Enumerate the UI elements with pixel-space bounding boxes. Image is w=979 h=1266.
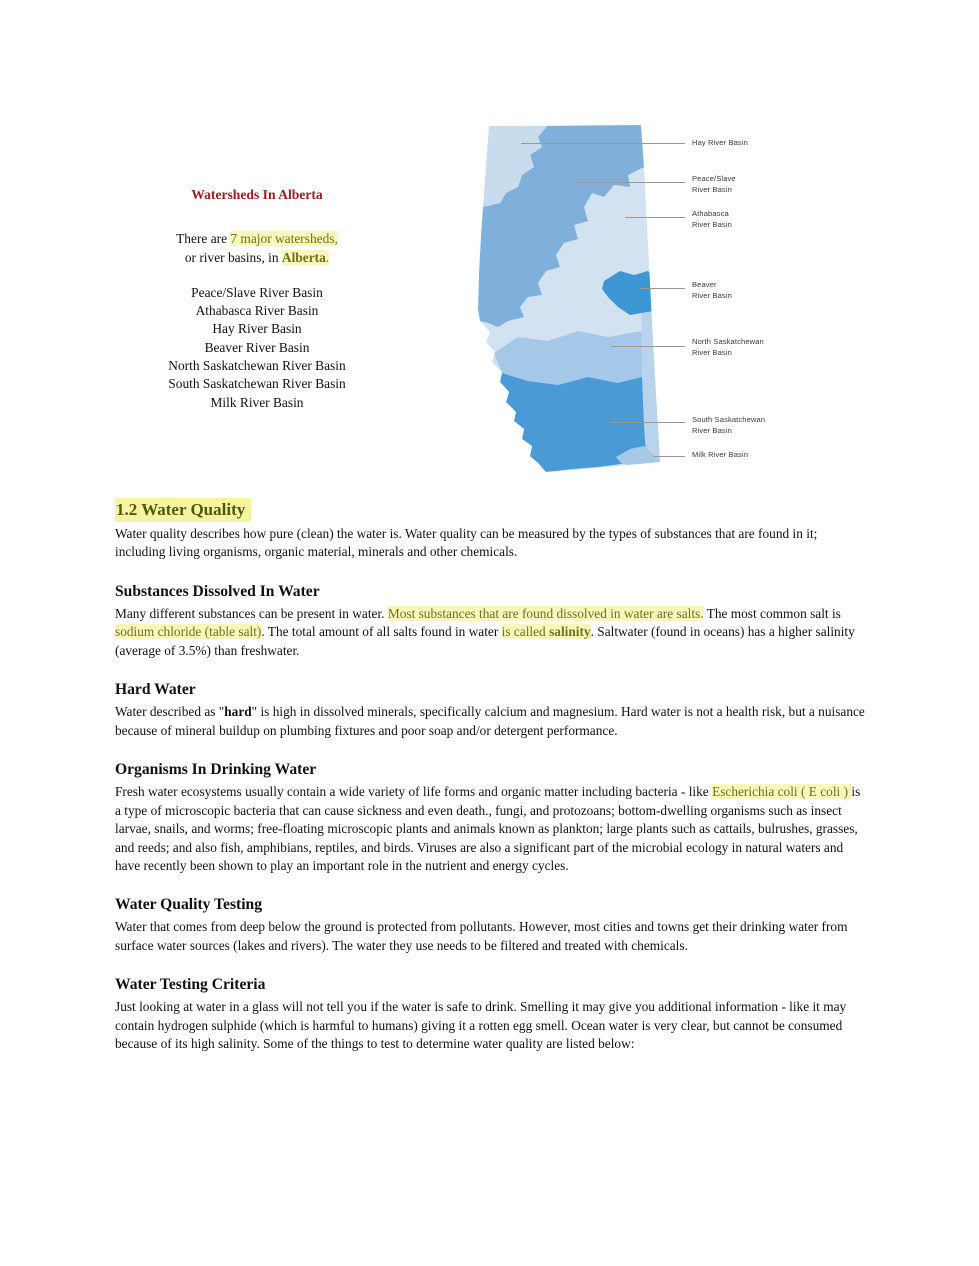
- leader-line: [575, 182, 685, 183]
- leader-line: [611, 422, 685, 423]
- text-segment: 7 major watersheds,: [230, 231, 338, 247]
- text-segment: . Saltwater (found in oceans) has a higher salinity (average of 3.5%) than freshwater.: [115, 624, 855, 658]
- section-heading: Substances Dissolved In Water: [115, 582, 320, 600]
- text-segment: There are: [176, 231, 231, 247]
- basin-item: Milk River Basin: [210, 394, 304, 410]
- map-figure: [460, 120, 900, 475]
- section-heading: Water Quality Testing: [115, 896, 263, 914]
- basin-item: Athabasca River Basin: [195, 303, 319, 319]
- text-segment: . The total amount of all salts found in water: [261, 624, 502, 640]
- text-segment: Water described as ": [115, 704, 225, 720]
- text-segment: .: [325, 249, 330, 265]
- map-label: Peace/Slave River Basin: [692, 174, 736, 194]
- leader-line: [641, 288, 685, 289]
- map-region-north-saskatchewan-river-basin: [494, 331, 642, 385]
- basin-list: [114, 284, 400, 412]
- section-paragraph: [115, 918, 867, 955]
- basin-item: Beaver River Basin: [204, 339, 310, 355]
- text-segment: is called: [501, 624, 550, 640]
- leader-line: [653, 456, 685, 457]
- leader-line: [611, 346, 685, 347]
- section-heading: Hard Water: [115, 681, 196, 699]
- section-paragraph: [115, 525, 867, 562]
- basin-item: Peace/Slave River Basin: [191, 284, 323, 300]
- document-body: [115, 498, 867, 1054]
- document-section: [115, 895, 867, 955]
- text-segment: hard: [224, 704, 252, 720]
- document-section: [115, 975, 867, 1053]
- section-paragraph: [115, 605, 867, 660]
- map-label: Athabasca River Basin: [692, 209, 732, 229]
- section-paragraph: [115, 703, 867, 740]
- text-segment: Alberta: [281, 249, 326, 265]
- section-paragraph: [115, 998, 867, 1053]
- document-section: [115, 680, 867, 740]
- map-label: Beaver River Basin: [692, 280, 732, 300]
- document-section: [115, 582, 867, 660]
- text-segment: Fresh water ecosystems usually contain a wide variety of life forms and organic matter including bacteria - like: [115, 784, 713, 800]
- text-segment: or river basins, in: [184, 249, 282, 265]
- section-heading: Water Testing Criteria: [115, 976, 266, 994]
- text-segment: Water that comes from deep below the ground is protected from pollutants. However, most cities and towns get their drinking water from surface water sources (lakes and rivers). The water they use needs to be filtered and treated with chemicals.: [115, 919, 848, 953]
- text-segment: " is high in dissolved minerals, specifically calcium and magnesium. Hard water is not a health risk, but a nuisance because of mineral buildup on plumbing fixtures and poor soap and/or detergent performance.: [115, 704, 865, 738]
- alberta-map-svg: [478, 125, 662, 473]
- leader-line: [625, 217, 685, 218]
- watersheds-intro-line2: [114, 249, 400, 267]
- basin-item: South Saskatchewan River Basin: [168, 376, 346, 392]
- text-segment: Most substances that are found dissolved in water are salts.: [387, 605, 704, 621]
- text-segment: Just looking at water in a glass will not tell you if the water is safe to drink. Smelling it may give you additional information - like it may contain hydrogen sulphide (which is harmful to humans) giving it a rotten egg smell. Ocean water is very clear, but cannot be consumed because of its high salinity. Some of the things to test to determine water quality are listed below:: [115, 999, 847, 1052]
- document-section: [115, 760, 867, 875]
- text-segment: Many different substances can be present in water.: [115, 605, 388, 621]
- text-segment: sodium chloride (table salt): [115, 624, 262, 640]
- text-segment: The most common salt is: [703, 605, 841, 621]
- watersheds-column: [114, 186, 400, 412]
- section-heading: 1.2 Water Quality: [115, 498, 251, 522]
- section-paragraph: [115, 783, 867, 875]
- map-label: Hay River Basin: [692, 138, 748, 147]
- text-segment: is a type of microscopic bacteria that can cause sickness and even death., fungi, and protozoans; bottom-dwelling organisms such as insect larvae, snails, and worms; free-floating microscopic plants and animals known as plankton; large plants such as cattails, bulrushes, grasses, and reeds; and also fish, amphibians, reptiles, and birds. Viruses are also a significant part of the microbial ecology in natural waters and have recently been shown to play an important role in the nutrient and energy cycles.: [115, 784, 861, 873]
- map-label: Milk River Basin: [692, 450, 749, 459]
- text-segment: Water quality describes how pure (clean) the water is. Water quality can be measured by the types of substances that are found in it; including living organisms, organic material, minerals and other chemicals.: [115, 526, 818, 560]
- map-label: South Saskatchewan River Basin: [692, 415, 766, 435]
- text-segment: Escherichia coli ( E coli ): [712, 784, 852, 800]
- basin-item: Hay River Basin: [212, 321, 302, 337]
- leader-line: [521, 143, 685, 144]
- section-heading: Organisms In Drinking Water: [115, 761, 317, 779]
- text-segment: salinity: [549, 624, 591, 640]
- watersheds-title: Watersheds In Alberta: [191, 187, 323, 202]
- basin-item: North Saskatchewan River Basin: [168, 358, 346, 374]
- watersheds-intro-line1: [114, 230, 400, 248]
- document-section: [115, 498, 867, 562]
- map-label: North Saskatchewan River Basin: [692, 337, 764, 357]
